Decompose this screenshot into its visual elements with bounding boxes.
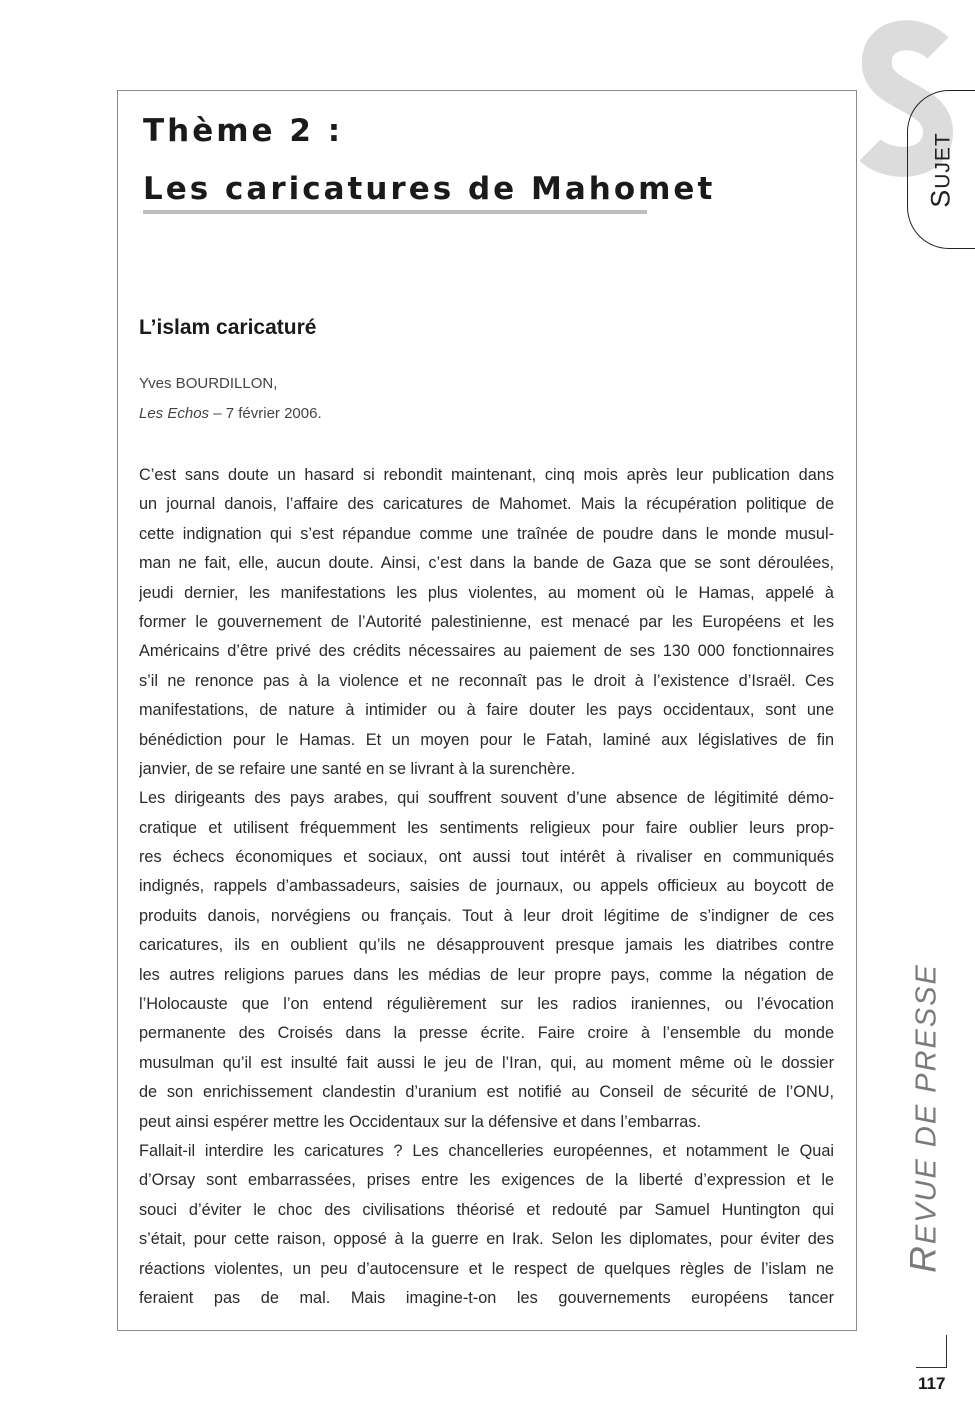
text-line: produits danois, norvégiens ou français. Tout à leur droit légitime de s’indigner de ces <box>139 906 834 925</box>
text-line: indignés, rappels d’ambassadeurs, saisies de journaux, ou appels officieux au boycott de <box>139 877 834 896</box>
text-line: peut ainsi espérer mettre les Occidentaux sur la défensive et dans l’embarras. <box>139 1112 701 1131</box>
text-line: musulman qu’il est insulté fait aussi le jeu de l’Iran, qui, au moment même où le dossier <box>139 1053 834 1072</box>
text-line: s’il ne renonce pas à la violence et ne reconnaît pas le droit à l’existence d’Israël. Ces <box>139 671 834 690</box>
title-underline <box>143 210 647 214</box>
paragraph <box>139 461 834 784</box>
text-line: caricatures, ils en oublient qu’ils ne désapprouvent presque jamais les diatribes contre <box>139 936 834 955</box>
text-line: C’est sans doute un hasard si rebondit maintenant, cinq mois après leur publication dans <box>139 466 834 484</box>
paragraph <box>139 784 834 1137</box>
text-line: souci d’éviter le choc des civilisations théorisé et redouté par Samuel Huntington qui <box>139 1200 834 1219</box>
text-line: man ne fait, elle, aucun doute. Ainsi, c’est dans la bande de Gaza que se sont déroulées, <box>139 554 834 573</box>
rubric-label <box>903 963 948 1273</box>
text-line: jeudi dernier, les manifestations les plus violentes, au moment où le Hamas, appelé à <box>139 583 834 602</box>
theme-heading: Thème 2 : <box>143 113 344 149</box>
text-line: manifestations, de nature à intimider ou à faire douter les pays occidentaux, sont une <box>139 701 834 720</box>
text-line: cette indignation qui s’est répandue comme une traînée de poudre dans le monde musul- <box>139 524 834 543</box>
page-title: Les caricatures de Mahomet <box>143 171 716 207</box>
page-number: 117 <box>918 1374 946 1393</box>
text-line: les autres religions parues dans les médias de leur propre pays, comme la négation de <box>139 965 834 984</box>
text-line: l’Holocauste que l’on entend régulièrement sur les radios iraniennes, ou l’évocation <box>139 995 834 1014</box>
text-line: Les dirigeants des pays arabes, qui souffrent souvent d’une absence de légitimité démo- <box>139 789 834 808</box>
article-body <box>139 461 834 1313</box>
source-name: Les Echos <box>139 405 210 422</box>
text-line: res échecs économiques et sociaux, ont aussi tout intérêt à rivaliser en communiqués <box>139 848 834 867</box>
text-line: janvier, de se refaire une santé en se livrant à la surenchère. <box>139 759 576 778</box>
page-number-rule-vertical <box>946 1335 947 1368</box>
text-line: former le gouvernement de l’Autorité palestinienne, est menacé par les Européens et les <box>139 612 834 631</box>
source-date: – 7 février 2006. <box>209 405 322 422</box>
section-label-rest: UJET <box>931 132 955 189</box>
text-line: d’Orsay sont embarrassées, prises entre les exigences de la liberté d’expression et le <box>139 1171 834 1190</box>
text-line: feraient pas de mal. Mais imagine-t-on les gouvernements européens tancer <box>139 1288 834 1307</box>
text-line: cratique et utilisent fréquemment les sentiments religieux pour faire oublier leurs prop- <box>139 818 834 837</box>
text-line: de son enrichissement clandestin d’uranium est notifié au Conseil de sécurité de l’ONU, <box>139 1083 834 1102</box>
section-label-initial: S <box>925 188 956 208</box>
text-line: Américains d’être privé des crédits nécessaires au paiement de ses 130 000 fonctionnaires <box>139 642 834 661</box>
paragraph <box>139 1137 834 1313</box>
text-line: Fallait-il interdire les caricatures ? Les chancelleries européennes, et notamment le Quai <box>139 1141 834 1160</box>
rubric-rest: EVUE DE PRESSE <box>910 963 943 1245</box>
text-line: réactions violentes, un peu d’autocensure et le respect de quelques règles de l’islam ne <box>139 1259 834 1278</box>
text-line: un journal danois, l’affaire des caricatures de Mahomet. Mais la récupération politique de <box>139 495 834 514</box>
article-author: Yves BOURDILLON, <box>139 375 278 392</box>
text-line: permanente des Croisés dans la presse écrite. Faire croire à l’ensemble du monde <box>139 1024 834 1043</box>
text-line: s’était, pour cette raison, opposé à la guerre en Irak. Selon les diplomates, pour éviter des <box>139 1230 834 1249</box>
article-title: L’islam caricaturé <box>139 316 317 339</box>
text-line: bénédiction pour le Hamas. Et un moyen pour le Fatah, laminé aux législatives de fin <box>139 730 834 749</box>
article-source <box>139 405 322 422</box>
page-number-rule-horizontal <box>916 1367 947 1368</box>
section-label <box>926 132 959 208</box>
rubric-initial: R <box>902 1244 944 1273</box>
